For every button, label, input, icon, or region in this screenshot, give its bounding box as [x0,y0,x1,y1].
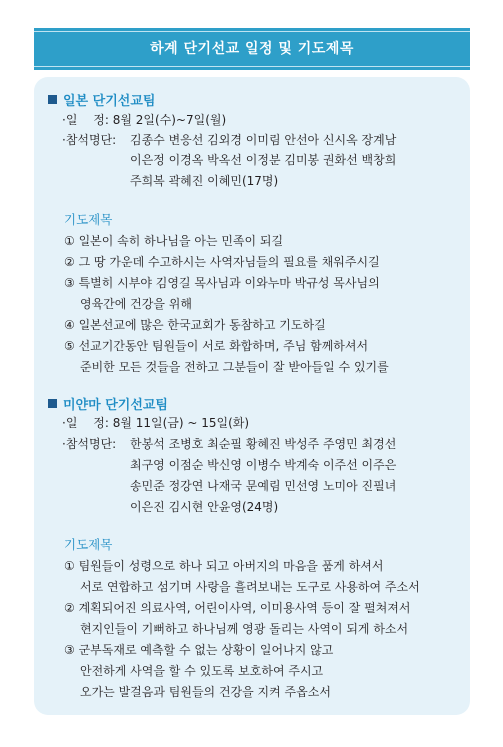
myanmar-members-line: 송민준 정강연 나재국 문예림 민선영 노미아 진필녀 [130,479,397,493]
japan-prayer-item: ④ 일본선교에 많은 한국교회가 동참하고 기도하길 [64,318,326,332]
myanmar-section-heading: 미얀마 단기선교팀 [48,394,168,413]
myanmar-prayer-item: ③ 군부독재로 예측할 수 없는 상황이 일어나지 않고 [64,643,334,657]
square-bullet-icon [48,399,57,408]
japan-members-line: 이은정 이경옥 박옥선 이정분 김미봉 권화선 백창희 [130,153,397,167]
myanmar-members-line: 한봉석 조병호 최순필 황혜진 박성주 주영민 최경선 [130,437,397,451]
banner-bottom-rule [34,66,470,67]
myanmar-members-line: 이은진 김시현 안윤영(24명) [130,500,279,514]
myanmar-prayer-item-cont: 오가는 발걸음과 팀원들의 건강을 지켜 주옵소서 [80,685,331,699]
myanmar-prayer-item-cont: 안전하게 사역을 할 수 있도록 보호하여 주시고 [80,664,324,678]
japan-prayer-item: ③ 특별히 시부야 김영길 목사님과 이와누마 박규성 목사님의 [64,276,380,290]
title-banner [34,28,470,70]
japan-section-heading: 일본 단기선교팀 [48,90,155,109]
japan-prayer-item: ② 그 땅 가운데 수고하시는 사역자님들의 필요를 채워주시길 [64,255,380,269]
myanmar-prayer-title: 기도제목 [64,537,113,552]
japan-members-label: ·참석명단: [62,133,117,147]
japan-date-label: ·일 정: [62,113,109,127]
myanmar-members-label: ·참석명단: [62,437,117,451]
square-bullet-icon [48,95,57,104]
japan-prayer-item-cont: 영육간에 건강을 위해 [80,297,192,311]
japan-prayer-item: ① 일본이 속히 하나님을 아는 민족이 되길 [64,234,284,248]
japan-members-line: 김종수 변응선 김외경 이미림 안선아 신시옥 장계남 [130,133,397,147]
japan-date-value: 8월 2일(수)~7일(월) [112,113,227,127]
myanmar-date-label: ·일 정: [62,416,109,430]
japan-prayer-item-cont: 준비한 모든 것들을 전하고 그분들이 잘 받아들일 수 있기를 [80,360,389,374]
myanmar-prayer-item-cont: 서로 연합하고 섬기며 사랑을 흘려보내는 도구로 사용하여 주소서 [80,580,420,594]
myanmar-date-row [62,414,249,431]
myanmar-prayer-item-cont: 현지인들이 기뻐하고 하나님께 영광 돌리는 사역이 되게 하소서 [80,622,409,636]
page-title: 하계 단기선교 일정 및 기도제목 [150,41,354,57]
myanmar-date-value: 8월 11일(금) ~ 15일(화) [112,416,250,430]
japan-date-row [62,111,226,128]
myanmar-prayer-item: ② 계획되어진 의료사역, 어린이사역, 이미용사역 등이 잘 펼쳐져서 [64,601,411,615]
myanmar-members-line: 최구영 이점순 박신영 이병수 박계숙 이주선 이주은 [130,458,397,472]
japan-members-line: 주희복 곽혜진 이혜민(17명) [130,174,279,188]
japan-prayer-title: 기도제목 [64,212,113,227]
japan-prayer-item: ⑤ 선교기간동안 팀원들이 서로 화합하며, 주님 함께하셔서 [64,339,369,353]
myanmar-prayer-item: ① 팀원들이 성령으로 하나 되고 아버지의 마음을 품게 하셔서 [64,559,384,573]
